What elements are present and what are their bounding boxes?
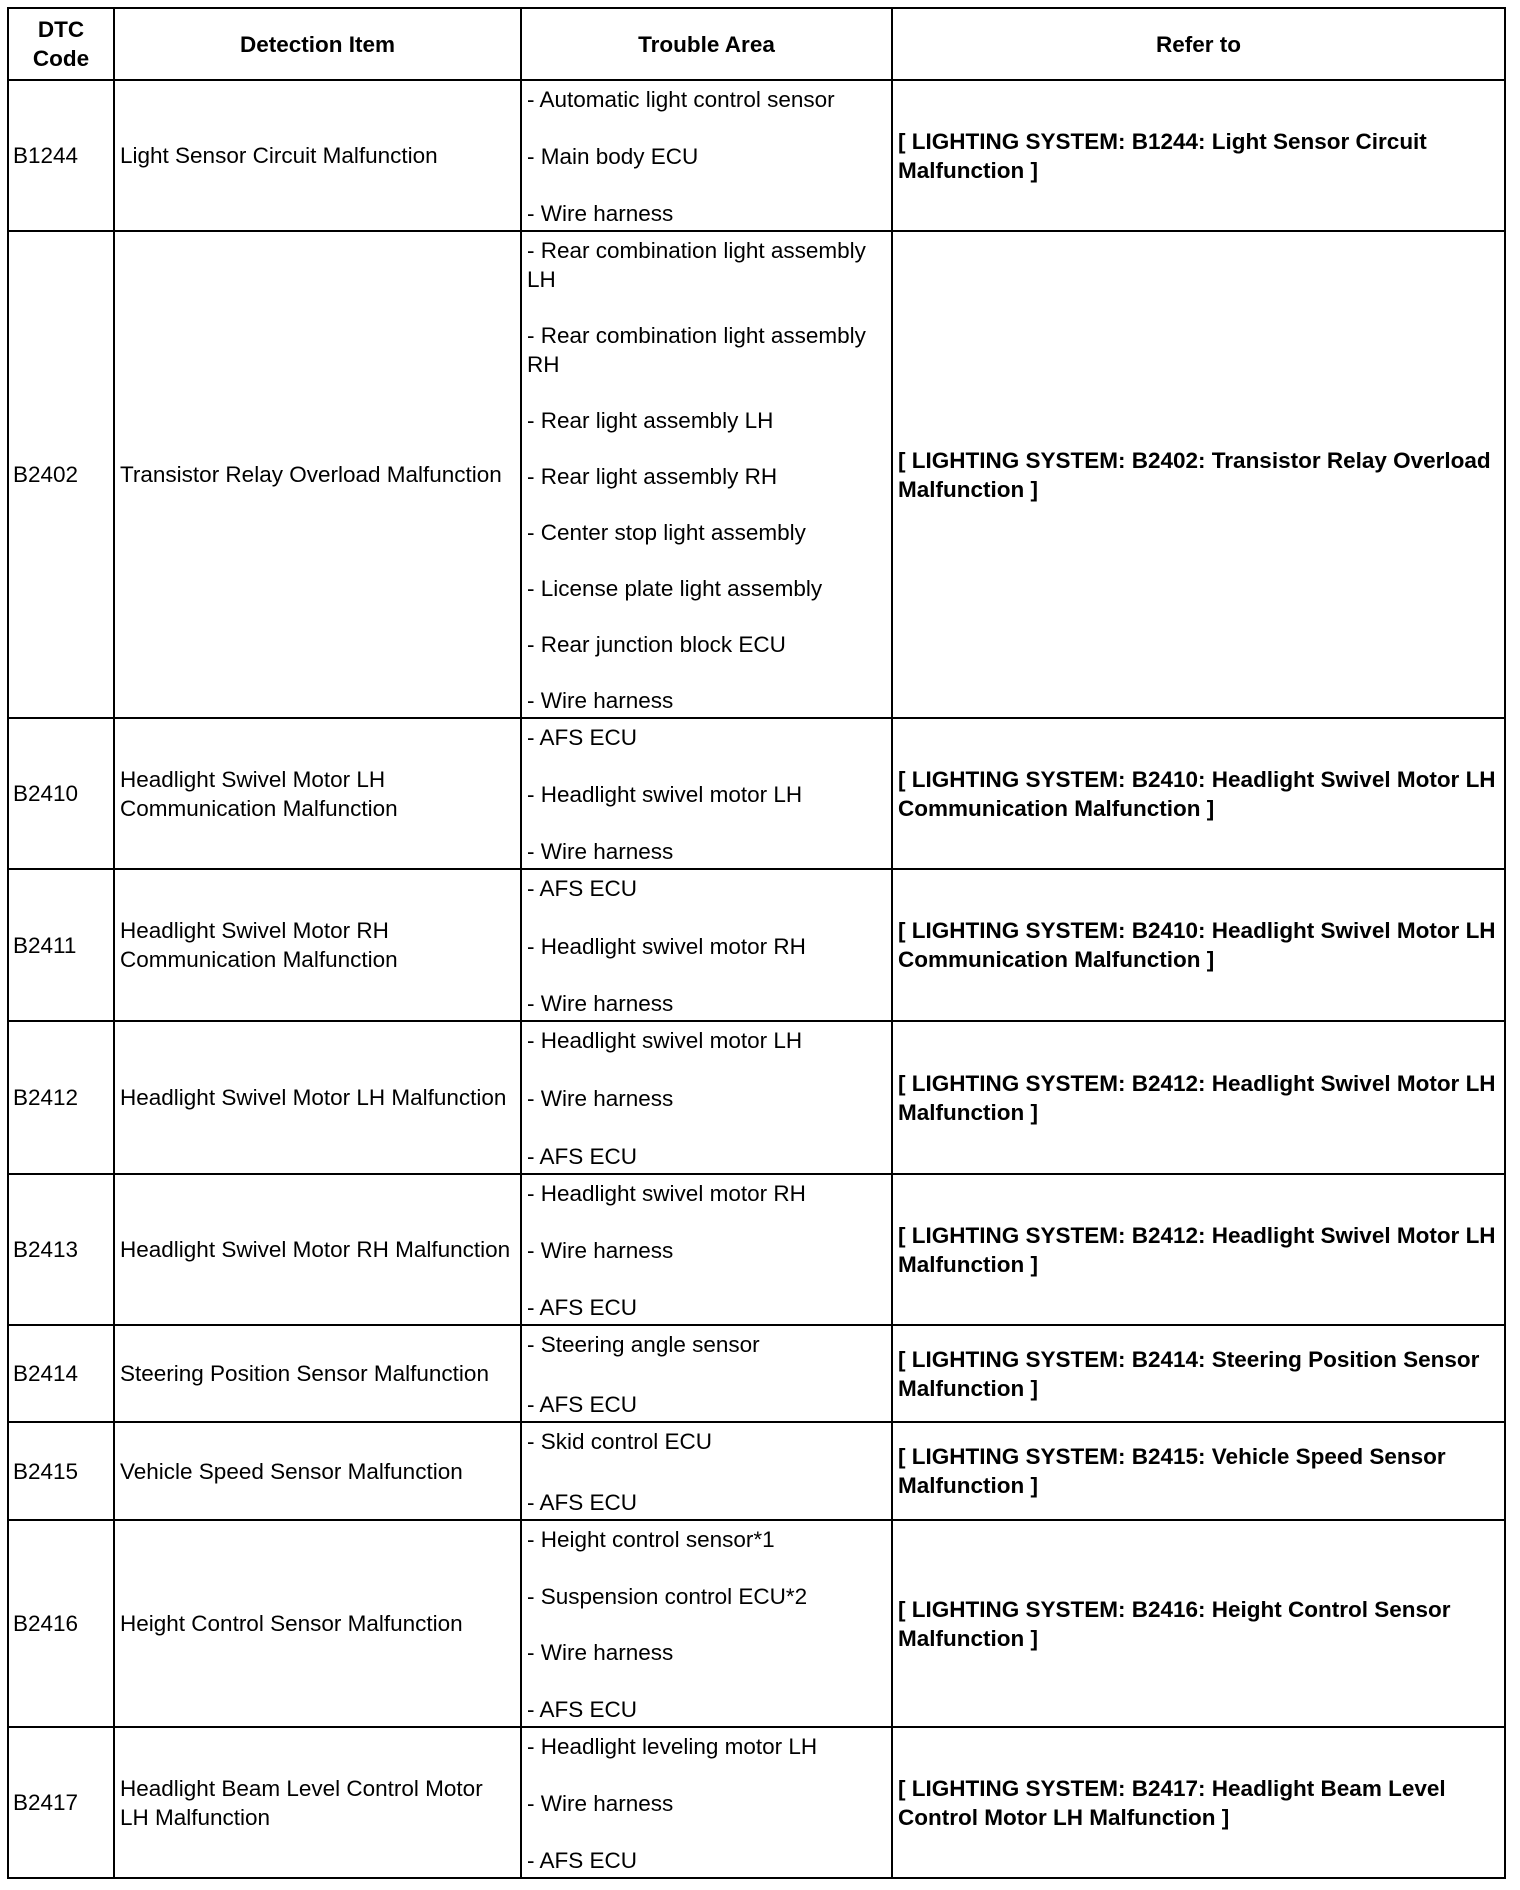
trouble-area-list	[522, 1728, 891, 1877]
trouble-area-item: - Wire harness	[527, 1086, 674, 1111]
header-dtc-code: DTC Code	[8, 8, 114, 80]
trouble-area	[521, 1325, 892, 1422]
trouble-area	[521, 1174, 892, 1325]
table-row	[8, 1021, 1505, 1174]
trouble-area-item: - AFS ECU	[527, 1144, 638, 1169]
trouble-area	[521, 1727, 892, 1878]
trouble-area-item: - Wire harness	[527, 1238, 674, 1263]
refer-to-link[interactable]: [ LIGHTING SYSTEM: B2416: Height Control Sensor Malfunction ]	[892, 1520, 1505, 1727]
table-row	[8, 1174, 1505, 1325]
trouble-area-item: - Rear combination light assembly RH	[527, 323, 866, 377]
refer-to-link[interactable]: [ LIGHTING SYSTEM: B2414: Steering Position Sensor Malfunction ]	[892, 1325, 1505, 1422]
trouble-area-item: - Headlight swivel motor RH	[527, 1181, 806, 1206]
table-row	[8, 1520, 1505, 1727]
trouble-area-item: - Headlight leveling motor LH	[527, 1734, 818, 1759]
trouble-area-list	[522, 232, 891, 717]
trouble-area-item: - Headlight swivel motor RH	[527, 933, 806, 959]
trouble-area-item: - Headlight swivel motor LH	[527, 1028, 803, 1053]
refer-to-link[interactable]: [ LIGHTING SYSTEM: B2412: Headlight Swivel Motor LH Malfunction ]	[892, 1174, 1505, 1325]
header-detection-item: Detection Item	[114, 8, 521, 80]
table-row	[8, 1727, 1505, 1878]
trouble-area-item: - Wire harness	[527, 991, 674, 1016]
detection-item: Transistor Relay Overload Malfunction	[114, 231, 521, 718]
trouble-area-item: - Wire harness	[527, 688, 674, 713]
trouble-area-item: - AFS ECU	[527, 725, 638, 750]
trouble-area-item: - Suspension control ECU*2	[527, 1583, 808, 1609]
trouble-area	[521, 80, 892, 231]
dtc-code: B2417	[8, 1727, 114, 1878]
detection-item: Steering Position Sensor Malfunction	[114, 1325, 521, 1422]
trouble-area	[521, 1422, 892, 1520]
detection-item: Headlight Swivel Motor RH Communication Malfunction	[114, 869, 521, 1021]
table-row	[8, 718, 1505, 869]
trouble-area-item: - Automatic light control sensor	[527, 87, 835, 112]
detection-item: Vehicle Speed Sensor Malfunction	[114, 1422, 521, 1520]
trouble-area-list	[522, 870, 891, 1020]
dtc-table	[7, 7, 1506, 1879]
trouble-area	[521, 231, 892, 718]
refer-to-link[interactable]: [ LIGHTING SYSTEM: B2417: Headlight Beam Level Control Motor LH Malfunction ]	[892, 1727, 1505, 1878]
dtc-code: B2416	[8, 1520, 114, 1727]
trouble-area-item: - AFS ECU	[527, 1696, 638, 1722]
trouble-area-list	[522, 719, 891, 868]
trouble-area-item: - Wire harness	[527, 201, 674, 226]
trouble-area-list	[522, 1521, 891, 1726]
trouble-area-item: - Skid control ECU	[527, 1429, 713, 1454]
dtc-code: B2412	[8, 1021, 114, 1174]
trouble-area	[521, 1520, 892, 1727]
header-refer-to: Refer to	[892, 8, 1505, 80]
trouble-area-list	[522, 1423, 891, 1519]
detection-item: Headlight Beam Level Control Motor LH Malfunction	[114, 1727, 521, 1878]
trouble-area-item: - Steering angle sensor	[527, 1332, 760, 1357]
dtc-code: B2402	[8, 231, 114, 718]
trouble-area-item: - Rear light assembly LH	[527, 408, 774, 433]
trouble-area-item: - AFS ECU	[527, 1392, 638, 1417]
dtc-code: B2413	[8, 1174, 114, 1325]
trouble-area-item: - Rear junction block ECU	[527, 632, 786, 657]
trouble-area-item: - AFS ECU	[527, 1490, 638, 1515]
trouble-area-item: - Wire harness	[527, 839, 674, 864]
trouble-area-item: - AFS ECU	[527, 1295, 638, 1320]
trouble-area	[521, 869, 892, 1021]
trouble-area-item: - AFS ECU	[527, 1848, 638, 1873]
table-row	[8, 231, 1505, 718]
trouble-area	[521, 1021, 892, 1174]
table-row	[8, 1422, 1505, 1520]
refer-to-link[interactable]: [ LIGHTING SYSTEM: B2410: Headlight Swivel Motor LH Communication Malfunction ]	[892, 718, 1505, 869]
trouble-area-item: - Wire harness	[527, 1640, 674, 1666]
detection-item: Headlight Swivel Motor LH Malfunction	[114, 1021, 521, 1174]
trouble-area-item: - Rear combination light assembly LH	[527, 238, 866, 292]
trouble-area-list	[522, 81, 891, 230]
detection-item: Height Control Sensor Malfunction	[114, 1520, 521, 1727]
dtc-code: B2410	[8, 718, 114, 869]
trouble-area-item: - Rear light assembly RH	[527, 464, 778, 489]
trouble-area-list	[522, 1022, 891, 1173]
table-row	[8, 869, 1505, 1021]
detection-item: Light Sensor Circuit Malfunction	[114, 80, 521, 231]
detection-item: Headlight Swivel Motor LH Communication Malfunction	[114, 718, 521, 869]
dtc-code: B2415	[8, 1422, 114, 1520]
dtc-code: B2411	[8, 869, 114, 1021]
refer-to-link[interactable]: [ LIGHTING SYSTEM: B2410: Headlight Swivel Motor LH Communication Malfunction ]	[892, 869, 1505, 1021]
trouble-area-item: - Wire harness	[527, 1791, 674, 1816]
refer-to-link[interactable]: [ LIGHTING SYSTEM: B1244: Light Sensor Circuit Malfunction ]	[892, 80, 1505, 231]
dtc-code: B2414	[8, 1325, 114, 1422]
table-row	[8, 80, 1505, 231]
detection-item: Headlight Swivel Motor RH Malfunction	[114, 1174, 521, 1325]
trouble-area-list	[522, 1175, 891, 1324]
trouble-area	[521, 718, 892, 869]
trouble-area-item: - License plate light assembly	[527, 576, 823, 601]
header-trouble-area: Trouble Area	[521, 8, 892, 80]
trouble-area-list	[522, 1326, 891, 1421]
refer-to-link[interactable]: [ LIGHTING SYSTEM: B2412: Headlight Swivel Motor LH Malfunction ]	[892, 1021, 1505, 1174]
trouble-area-item: - Main body ECU	[527, 144, 699, 169]
trouble-area-item: - AFS ECU	[527, 876, 638, 901]
trouble-area-item: - Center stop light assembly	[527, 520, 806, 545]
dtc-code: B1244	[8, 80, 114, 231]
refer-to-link[interactable]: [ LIGHTING SYSTEM: B2415: Vehicle Speed Sensor Malfunction ]	[892, 1422, 1505, 1520]
trouble-area-item: - Height control sensor*1	[527, 1527, 775, 1552]
refer-to-link[interactable]: [ LIGHTING SYSTEM: B2402: Transistor Relay Overload Malfunction ]	[892, 231, 1505, 718]
table-row	[8, 1325, 1505, 1422]
trouble-area-item: - Headlight swivel motor LH	[527, 782, 803, 807]
header-row	[8, 8, 1505, 80]
